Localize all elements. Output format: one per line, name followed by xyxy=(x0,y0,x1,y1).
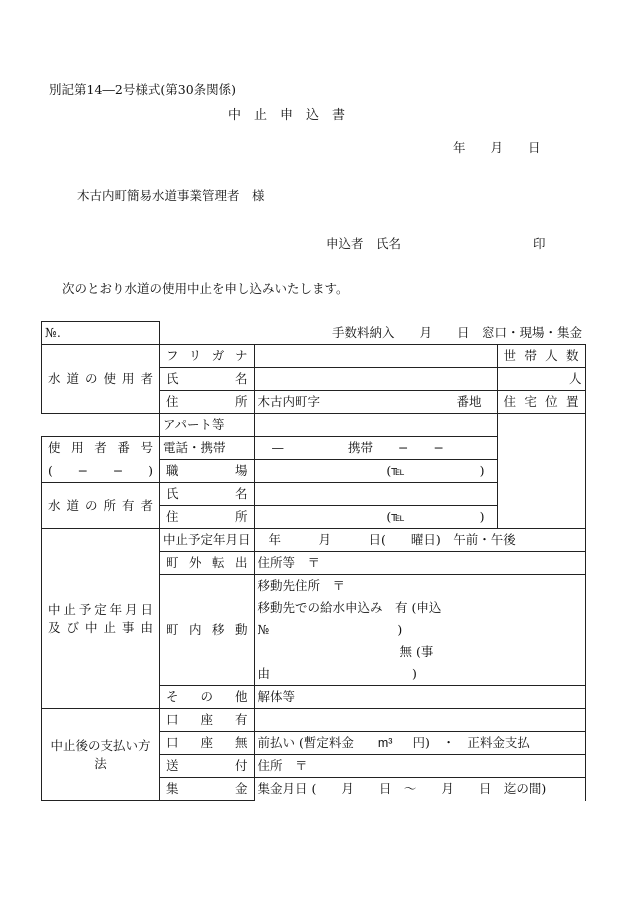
move-supply-line-1: 移動先での給水申込み 有 (申込 xyxy=(254,597,585,619)
form-reference: 別記第14―2号様式(第30条関係) xyxy=(49,82,237,97)
applicant-name-label: 申込者 氏名 xyxy=(326,236,402,251)
intro-text: 次のとおり水道の使用中止を申し込みいたします。 xyxy=(62,281,349,296)
name-label: 氏 名 xyxy=(160,368,255,391)
move-supply-line-4: 由 ) xyxy=(254,663,585,686)
move-dest-address[interactable]: 移動先住所 〒 xyxy=(254,575,585,598)
address-value: 木古内町字 xyxy=(257,394,321,409)
owner-name-label: 氏 名 xyxy=(160,483,255,506)
name-field[interactable] xyxy=(254,368,497,391)
move-in-label: 町内移動 xyxy=(160,575,255,686)
collect-label: 集 金 xyxy=(160,778,255,801)
owner-address-label: 住 所 xyxy=(160,506,255,529)
user-number-label: 使用者番号 xyxy=(42,437,160,460)
phone-field[interactable] xyxy=(254,437,497,460)
water-user-label: 水道の使用者 xyxy=(42,345,160,414)
mobile-label: 携帯 − − xyxy=(348,440,444,455)
phone-dash: — xyxy=(271,440,285,455)
move-supply-line-2: № ) xyxy=(254,619,585,641)
prepay-field[interactable]: 前払い (暫定料金 m³ 円) ・ 正料金支払 xyxy=(254,732,585,755)
banchi-label: 番地 xyxy=(456,394,482,409)
table-row xyxy=(42,709,586,732)
apartment-field[interactable] xyxy=(254,414,497,437)
collect-date[interactable]: 集金月日 ( 月 日 〜 月 日 迄の間) xyxy=(254,778,585,801)
stop-date-reason-label: 中止予定年月日 及び中止事由 xyxy=(42,529,160,709)
page-title: 中 止 申 込 書 xyxy=(228,108,346,123)
no-cell: №. xyxy=(42,322,160,345)
account-yes-label: 口座有 xyxy=(160,709,255,732)
workplace-tel[interactable]: (℡ ) xyxy=(254,460,497,483)
seal-mark: 印 xyxy=(533,236,546,251)
persons-unit: 人 xyxy=(497,368,585,391)
stop-date-label: 中止予定年月日 xyxy=(160,529,255,552)
house-location-label: 住宅位置 xyxy=(497,391,585,414)
move-out-address[interactable]: 住所等 〒 xyxy=(254,552,585,575)
table-row xyxy=(42,322,586,345)
address-field[interactable] xyxy=(254,391,497,414)
send-label: 送 付 xyxy=(160,755,255,778)
date-line: 年 月 日 xyxy=(453,140,541,155)
other-label: その他 xyxy=(160,686,255,709)
move-out-label: 町外転出 xyxy=(160,552,255,575)
table-row xyxy=(42,529,586,552)
owner-tel[interactable]: (℡ ) xyxy=(254,506,497,529)
send-address[interactable]: 住所 〒 xyxy=(254,755,585,778)
address-label: 住 所 xyxy=(160,391,255,414)
owner-name-field[interactable] xyxy=(254,483,497,506)
payment-method-label: 中止後の支払い方 法 xyxy=(42,709,160,801)
water-owner-label: 水道の所有者 xyxy=(42,483,160,529)
table-row xyxy=(42,345,586,368)
move-supply-line-3: 無 (事 xyxy=(254,641,585,663)
demolition-field[interactable]: 解体等 xyxy=(254,686,585,709)
apartment-label: アパート等 xyxy=(160,414,255,437)
user-number-format: ( − − ) xyxy=(42,460,160,483)
furigana-field[interactable] xyxy=(254,345,497,368)
household-count-label: 世帯人数 xyxy=(497,345,585,368)
fee-line: 手数料納入 月 日 窓口・現場・集金 xyxy=(160,322,586,345)
table-row xyxy=(42,414,586,437)
account-yes-field[interactable] xyxy=(254,709,585,732)
account-no-label: 口座無 xyxy=(160,732,255,755)
workplace-label: 職 場 xyxy=(160,460,255,483)
stop-date-value[interactable]: 年 月 日( 曜日) 午前・午後 xyxy=(254,529,585,552)
furigana-label: フリガナ xyxy=(160,345,255,368)
addressee: 木古内町簡易水道事業管理者 様 xyxy=(77,188,265,203)
house-location-field[interactable] xyxy=(497,414,585,529)
application-form-table xyxy=(41,321,586,801)
phone-mobile-label: 電話・携帯 xyxy=(160,437,255,460)
